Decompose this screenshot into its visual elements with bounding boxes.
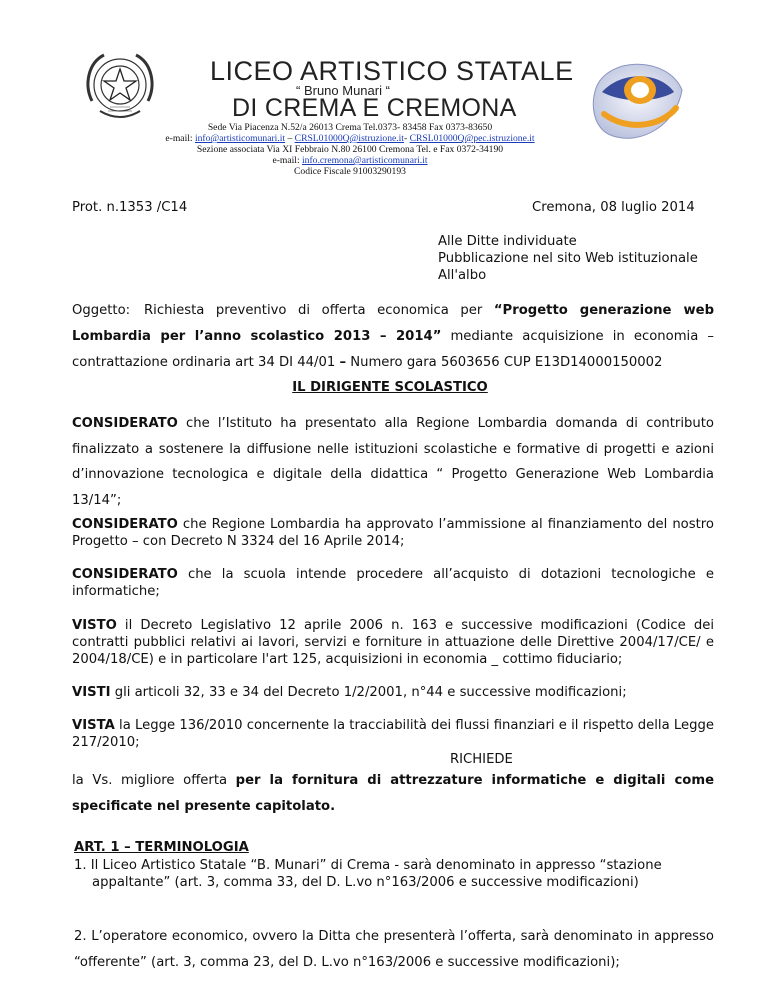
consideration-3: CONSIDERATO che la scuola intende procedere all’acquisto di dotazioni tecnologiche e informatiche;	[72, 567, 714, 599]
address-line-1: Sede Via Piacenza N.52/a 26013 Crema Tel.0373- 83458 Fax 0373-83650	[207, 122, 493, 133]
email-link-main[interactable]: info@artisticomunari.it	[194, 133, 286, 144]
contact-emails: e-mail: info@artisticomunari.it – CRSL01000Q@istruzione.it- CRSL01000Q@pec.istruzione.it	[165, 133, 535, 144]
article-item-2: 2. L’operatore economico, ovvero la Ditta che presenterà l’offerta, sarà denominato in appresso “offerente” (art. 3, comma 23, del D. L.vo n°163/2006 e successive modificazioni);	[74, 929, 714, 970]
director-heading: IL DIRIGENTE SCOLASTICO	[292, 380, 488, 395]
subject-label: Oggetto:	[72, 303, 131, 318]
consideration-visti: VISTI gli articoli 32, 33 e 34 del Decreto 1/2/2001, n°44 e successive modificazioni;	[72, 685, 627, 700]
address-line-3: Sezione associata Via XI Febbraio N.80 26100 Cremona Tel. e Fax 0372-34190	[196, 144, 504, 155]
school-subtitle: “ Bruno Munari “	[296, 83, 390, 98]
cremona-email: e-mail: info.cremona@artisticomunari.it	[272, 155, 428, 166]
subject-line-2: Lombardia per l’anno scolastico 2013 – 2014” mediante acquisizione in economia –	[72, 329, 714, 344]
subject-line-1: Richiesta preventivo di offerta economica per “Progetto generazione web	[144, 303, 715, 318]
place-date: Cremona, 08 luglio 2014	[532, 200, 695, 215]
consideration-1: CONSIDERATO che l’Istituto ha presentato alla Regione Lombardia domanda di contributo finalizzato a sostenere la diffusione nelle istituzioni scolastiche e formative di progetti e azioni d’innovazione tecnologica e digitale della didattica “ Progetto Generazione Web Lombardia 13/14”;	[72, 416, 714, 508]
email-link-istruzione[interactable]: CRSL01000Q@istruzione.it	[294, 133, 404, 144]
emblem-logo	[80, 45, 160, 127]
recipient-3: All'albo	[438, 268, 487, 283]
recipient-2: Pubblicazione nel sito Web istituzionale	[438, 251, 698, 266]
article-1-title: ART. 1 – TERMINOLOGIA	[74, 840, 249, 855]
consideration-vista: VISTA la Legge 136/2010 concernente la tracciabilità dei flussi finanziari e il rispetto della Legge 217/2010;	[72, 718, 714, 750]
email-link-pec[interactable]: CRSL01000Q@pec.istruzione.it	[409, 133, 535, 144]
school-title: LICEO ARTISTICO STATALE	[210, 56, 574, 86]
consideration-2: CONSIDERATO che Regione Lombardia ha approvato l’ammissione al finanziamento del nostro Progetto – con Decreto N 3324 del 16 Aprile 2014;	[72, 517, 714, 549]
request-paragraph: la Vs. migliore offerta per la fornitura di attrezzature informatiche e digitali come specificate nel presente capitolato.	[72, 773, 715, 814]
consideration-visto: VISTO il Decreto Legislativo 12 aprile 2006 n. 163 e successive modificazioni (Codice dei contratti pubblici relativi ai lavori, servizi e forniture in attuazione delle Direttive 2004/17/CE/ e 2004/18/CE) e in particolare l'art 125, acquisizioni in economia _ cottimo fiduciario;	[72, 618, 714, 667]
fiscal-code: Codice Fiscale 91003290193	[294, 166, 406, 177]
school-city: DI CREMA E CREMONA	[232, 94, 517, 122]
protocol-number: Prot. n.1353 /C14	[72, 200, 188, 215]
recipient-1: Alle Ditte individuate	[438, 234, 577, 249]
requests-heading: RICHIEDE	[450, 752, 513, 767]
subject-line-3: contrattazione ordinaria art 34 DI 44/01 – Numero gara 5603656 CUP E13D14000150002	[72, 355, 663, 370]
article-item-1: 1. Il Liceo Artistico Statale “B. Munari” di Crema - sarà denominato in appresso “stazione appaltante” (art. 3, comma 33, del D. L.vo n°163/2006 e successive modificazioni)	[74, 858, 662, 890]
email-link-cremona[interactable]: info.cremona@artisticomunari.it	[302, 155, 428, 166]
